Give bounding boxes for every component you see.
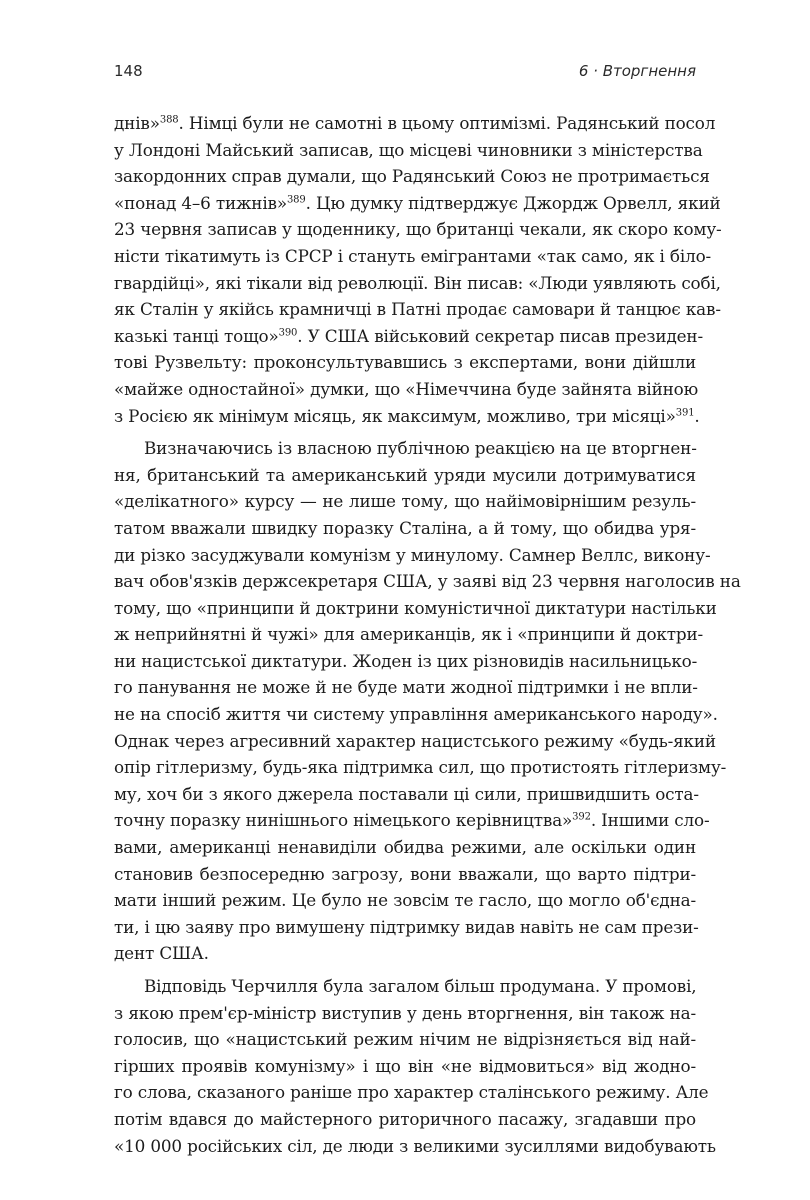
footnote-ref[interactable]: 391	[675, 406, 695, 418]
body-text	[114, 110, 741, 1159]
text-line: ди різко засуджували комунізм у минулому. Самнер Веллс, викону-	[114, 544, 711, 565]
paragraph	[114, 973, 716, 1159]
footnote-ref[interactable]: 389	[286, 194, 306, 206]
text-line: го панування не може й не буде мати жодної підтримки і не впли-	[114, 677, 698, 698]
text-line: Однак через агресивний характер нацистського режиму «будь-який	[114, 730, 716, 751]
text-line: вач обов'язків держсекретаря США, у заяві від 23 червня наголосив на	[114, 571, 741, 592]
text-line: ти, і цю заяву про вимушену підтримку видав навіть не сам прези-	[114, 916, 699, 937]
text-line: голосив, що «нацистський режим нічим не відрізняється від най-	[114, 1029, 696, 1050]
running-head: 6 · Вторгнення	[578, 62, 696, 80]
text-line: ня, британський та американський уряди мусили дотримуватися	[114, 464, 696, 485]
text-line: «понад 4–6 тижнів»$^{389}$. Цю думку підтверджує Джордж Орвелл, який	[114, 192, 721, 213]
text-line: дент США.	[114, 943, 209, 964]
text-line: у Лондоні Майський записав, що місцеві чиновники з міністерства	[114, 139, 703, 160]
text-line: вами, американці ненавиділи обидва режими, але оскільки один	[114, 837, 696, 858]
text-line: ж неприйнятні й чужі» для американців, як і «принципи й доктри-	[114, 624, 704, 645]
text-line: закордонних справ думали, що Радянський Союз не протримається	[114, 166, 710, 187]
text-line: 23 червня записав у щоденнику, що британці чекали, як скоро кому-	[114, 219, 722, 240]
text-line: му, хоч би з якого джерела поставали ці сили, пришвидшить оста-	[114, 783, 699, 804]
text-line: не на спосіб життя чи систему управління американського народу».	[114, 704, 718, 725]
text-line: гвардійці», які тікали від революції. Він писав: «Люди уявляють собі,	[114, 272, 721, 293]
page-header	[114, 62, 696, 86]
text-line: тові Рузвельту: проконсультувавшись з експертами, вони дійшли	[114, 352, 696, 373]
text-line: «делікатного» курсу — не лише тому, що найімовірнішим резуль-	[114, 491, 696, 512]
text-line: мати інший режим. Це було не зовсім те гасло, що могло об'єдна-	[114, 890, 696, 911]
text-line: становив безпосередню загрозу, вони вважали, що варто підтри-	[114, 863, 696, 884]
paragraph	[114, 110, 722, 429]
footnote-ref[interactable]: 392	[572, 811, 591, 823]
text-line: гірших проявів комунізму» і що він «не відмовиться» від жодно-	[114, 1055, 696, 1076]
footnote-ref[interactable]: 388	[159, 114, 179, 126]
footnote-ref[interactable]: 390	[278, 327, 298, 339]
text-line: потім вдався до майстерного риторичного пасажу, згадавши про	[114, 1108, 696, 1129]
text-line: з Росією як мінімум місяць, як максимум, можливо, три місяці»$^{391}$.	[114, 405, 700, 426]
text-line: го слова, сказаного раніше про характер сталінського режиму. Але	[114, 1082, 709, 1103]
text-line: з якою прем'єр-міністр виступив у день вторгнення, він також на-	[114, 1002, 696, 1023]
text-line: ністи тікатимуть із СРСР і стануть емігрантами «так само, як і біло-	[114, 245, 712, 266]
text-line: точну поразку нинішнього німецького керівництва»$^{392}$. Іншими сло-	[114, 810, 710, 831]
paragraph	[114, 435, 741, 967]
text-line: ни нацистської диктатури. Жоден із цих різновидів насильницько-	[114, 650, 698, 671]
text-line: Визначаючись із власною публічною реакцією на це вторгнен-	[144, 438, 697, 459]
text-line: татом вважали швидку поразку Сталіна, а й тому, що обидва уря-	[114, 517, 696, 538]
text-line: «10 000 російських сіл, де люди з великими зусиллями видобувають	[114, 1135, 716, 1156]
text-line: днів»$^{388}$. Німці були не самотні в цьому оптимізмі. Радянський посол	[114, 113, 716, 133]
text-line: опір гітлеризму, будь-яка підтримка сил, що протистоять гітлеризму-	[114, 757, 727, 778]
text-line: як Сталін у якійсь крамничці в Патні продає самовари й танцює кав-	[114, 299, 721, 320]
text-line: тому, що «принципи й доктрини комуністичної диктатури настільки	[114, 597, 717, 618]
text-line: Відповідь Черчилля була загалом більш продумана. У промові,	[144, 976, 697, 996]
page-number: 148	[114, 62, 143, 80]
text-line: «майже одностайної» думки, що «Німеччина буде зайнята війною	[114, 378, 699, 399]
text-line: казькі танці тощо»$^{390}$. У США військовий секретар писав президен-	[114, 325, 703, 346]
